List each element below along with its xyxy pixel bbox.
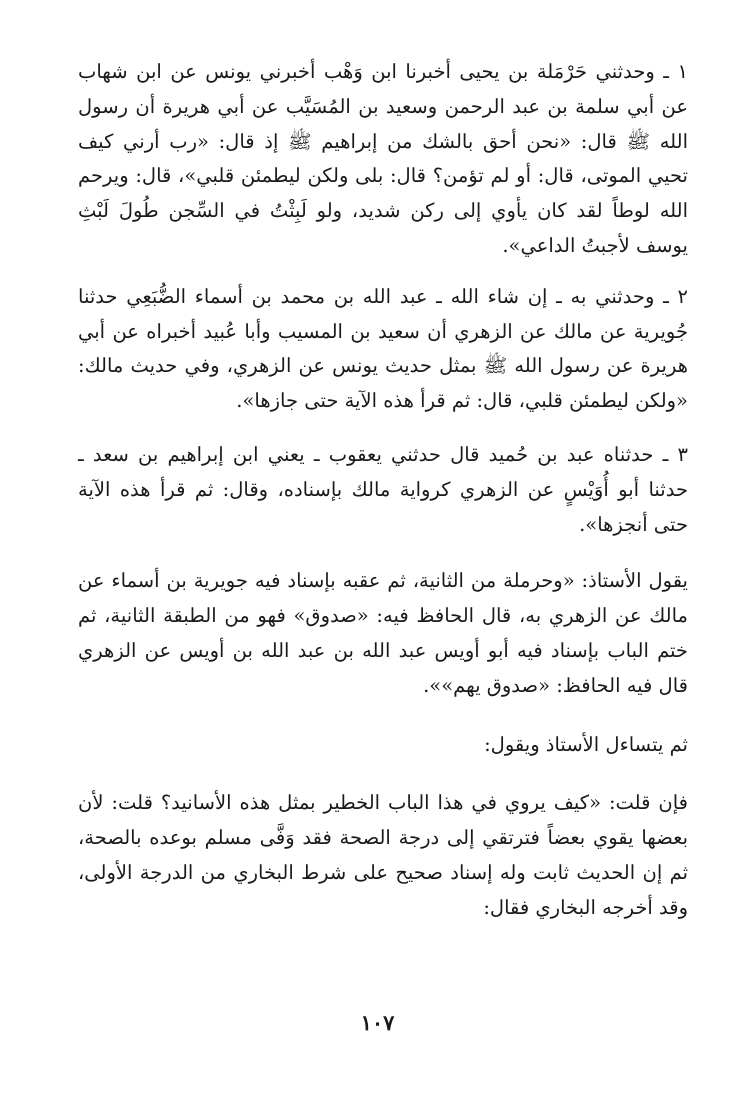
hadith-2-paragraph: ٢ ـ وحدثني به ـ إن شاء الله ـ عبد الله بن محمد بن أسماء الضُّبَعِي حدثنا جُويرية عن مالك عن الزهري أن سعيد بن المسيب وأبا عُبيد أخبراه عن أبي هريرة عن رسول الله ﷺ بمثل حديث يونس عن الزهري، وفي حديث مالك: «ولكن ليطمئن قلبي، قال: ثم قرأ هذه الآية حتى جازها». xyxy=(78,284,688,413)
ustadh-commentary-paragraph: يقول الأستاذ: «وحرملة من الثانية، ثم عقبه بإسناد فيه جويرية بن أسماء عن مالك عن الزهري به، قال الحافظ فيه: «صدوق» فهو من الطبقة الثانية، ثم ختم الباب بإسناد فيه أبو أويس عبد الله بن عبد الله بن أويس عن الزهري قال فيه الحافظ: «صدوق يهم»». xyxy=(78,569,688,697)
hadith-3-paragraph: ٣ ـ حدثناه عبد بن حُميد قال حدثني يعقوب ـ يعني ابن إبراهيم بن سعد ـ حدثنا أبو أُوَيْسٍ عن الزهري كرواية مالك بإسناده، وقال: ثم قرأ هذه الآية حتى أنجزها». xyxy=(78,442,688,536)
question-answer-paragraph: فإن قلت: «كيف يروي في هذا الباب الخطير بمثل هذه الأسانيد؟ قلت: لأن بعضها يقوي بعضاً فترتقي إلى درجة الصحة فقد وَفَّى مسلم بوعده بالصحة، ثم إن الحديث ثابت وله إسناد صحيح على شرط البخاري من الدرجة الأولى، وقد أخرجه البخاري فقال: xyxy=(78,791,688,919)
hadith-1-paragraph: ١ ـ وحدثني حَرْمَلة بن يحيى أخبرنا ابن وَهْب أخبرني يونس عن ابن شهاب عن أبي سلمة بن عبد الرحمن وسعيد بن المُسَيَّب عن أبي هريرة أن رسول الله ﷺ قال: «نحن أحق بالشك من إبراهيم ﷺ إذ قال: «رب أرني كيف تحيي الموتى، قال: أو لم تؤمن؟ قال: بلى ولكن ليطمئن قلبي»، قال: ويرحم الله لوطاً لقد كان يأوي إلى ركن شديد، ولو لَبِثْتُ في السِّجن طُولَ لَبْثِ يوسف لأجبتُ الداعي». xyxy=(78,60,688,257)
page-body xyxy=(78,55,688,926)
ustadh-question-intro: ثم يتساءل الأستاذ ويقول: xyxy=(484,732,688,756)
page-number: ١٠٧ xyxy=(360,1010,395,1035)
